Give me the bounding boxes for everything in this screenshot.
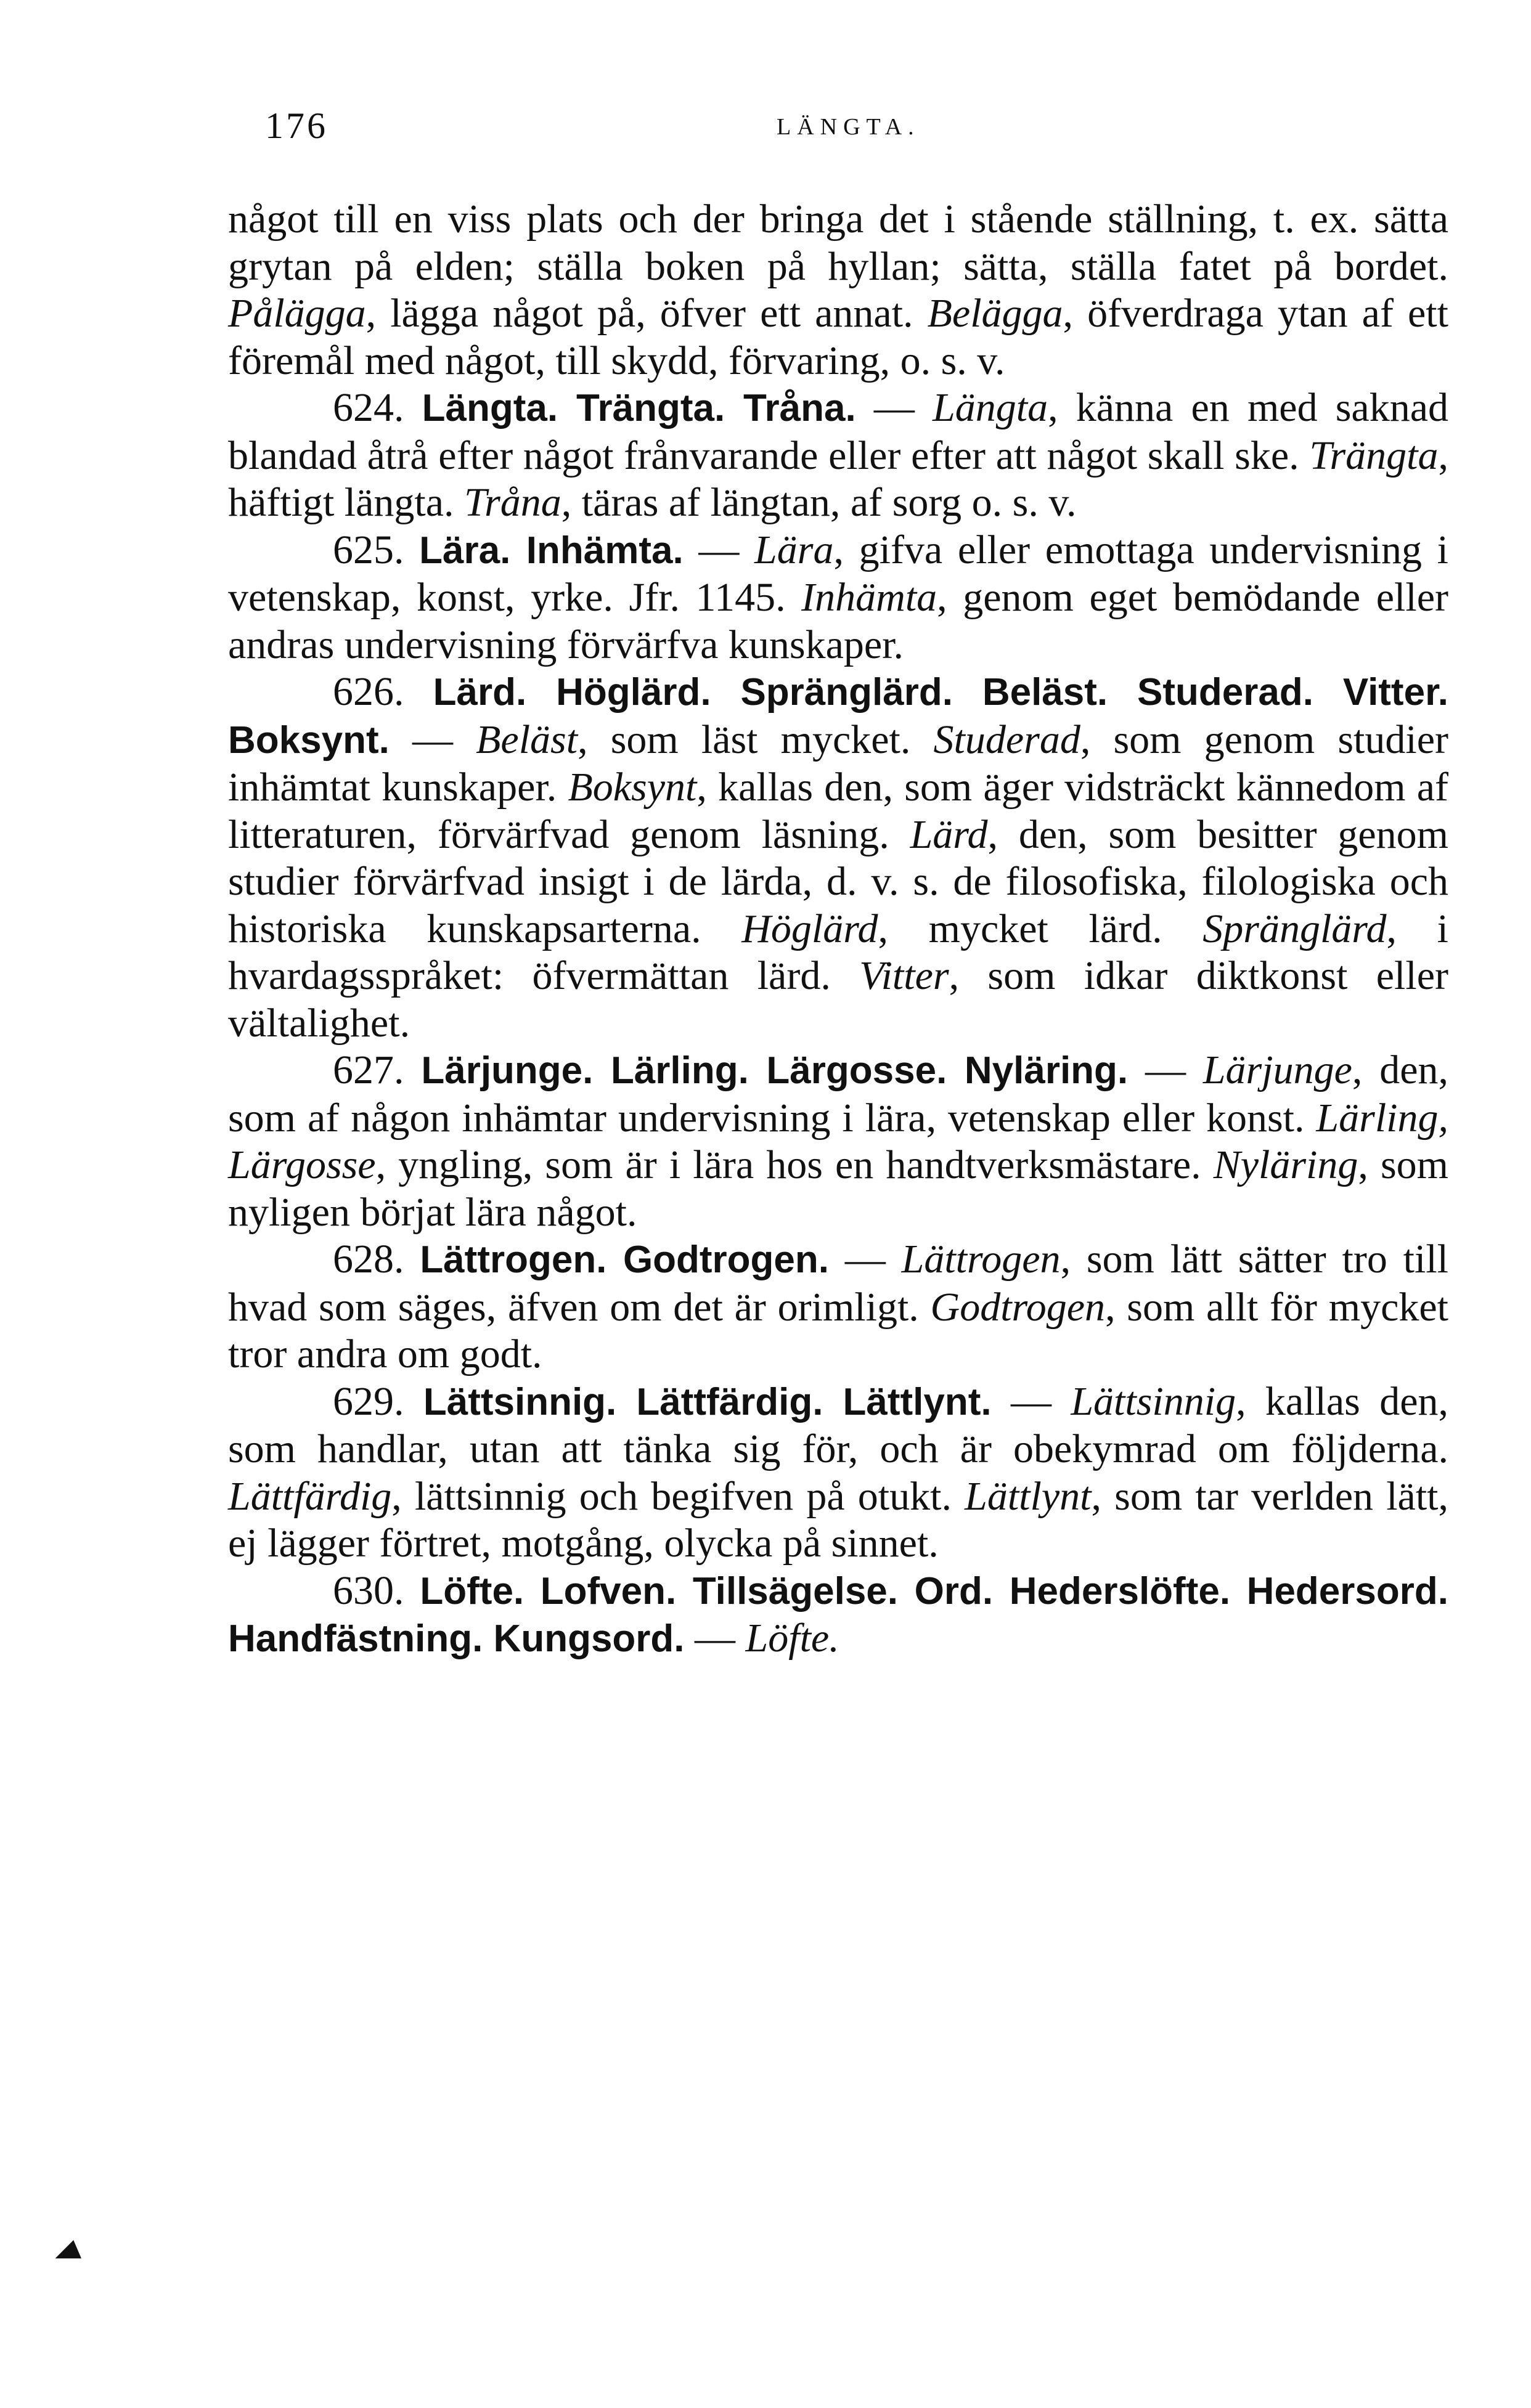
running-head: LÄNGTA. [777,114,920,140]
definition-text: 630. [333,1568,420,1613]
definition-text: , som allt för mycket tror andra om godt. [228,1284,1448,1377]
definition-text: , som lätt sätter tro till hvad som säges, äfven om det är orimligt. [228,1237,1449,1330]
definition-text: — [683,527,755,572]
term-italic: Inhämta [801,575,937,620]
headword-group: Löfte. Lofven. Tillsägelse. Ord. Hederslöfte. Hedersord. Handfästning. Kungsord. [228,1569,1448,1660]
definition-text: — [389,717,476,762]
term-italic: Godtrogen [930,1284,1106,1330]
definition-text: 629. [333,1378,423,1424]
page-number: 176 [265,105,328,146]
definition-text: , den, som besitter genom studier förvärfvad insigt i de lärda, d. v. s. de filosofiska, filologiska och historiska kunskapsarterna. [228,811,1448,951]
dictionary-entry [228,1378,1448,1568]
definition-text: — [829,1237,902,1282]
continuation-paragraph [228,196,1448,384]
term-italic: Nyläring [1213,1142,1358,1187]
dictionary-entry [228,669,1448,1047]
definition-text: 628. [333,1237,420,1282]
term-italic: Lättrogen [901,1237,1061,1282]
definition-text: , lägga något på, öfver ett annat. [365,291,928,336]
headword-group: Lättsinnig. Lättfärdig. Lättlynt. [423,1380,992,1423]
term-italic: Längta [933,385,1048,430]
term-italic: Lättfärdig [228,1473,392,1519]
dictionary-entry [228,527,1448,669]
definition-text: , som nyligen börjat lära något. [228,1142,1448,1235]
term-italic: Tråna [464,480,561,525]
dictionary-entry [228,1236,1448,1378]
definition-text: , kallas den, som handlar, utan att tänka sig för, och är obekymrad om följderna. [228,1378,1449,1471]
term-italic: Lärjunge [1202,1047,1352,1092]
term-italic: Beläst [476,717,578,762]
term-italic: Lärd [910,811,988,857]
definition-text: , som tar verlden lätt, ej lägger förtret, motgång, olycka på sinnet. [228,1473,1449,1566]
dictionary-entry [228,1047,1448,1236]
definition-text: 624. [333,385,422,430]
definition-text: , den, som af någon inhämtar undervisning i lära, vetenskap eller konst. [228,1047,1449,1141]
headword-group: Lättrogen. Godtrogen. [420,1239,830,1281]
dictionary-entry [228,1568,1448,1663]
page-header [228,105,1448,166]
definition-text: , gifva eller emottaga undervisning i vetenskap, konst, yrke. Jfr. 1145. [228,527,1448,620]
definition-text: , häftigt längta. [228,433,1448,525]
term-italic: Belägga [927,291,1063,336]
definition-text: — [1128,1047,1203,1092]
definition-text: , genom eget bemödande eller andras undervisning förvärfva kunskaper. [228,575,1449,667]
term-italic: Boksynt [568,765,697,810]
definition-text: , öfverdraga ytan af ett föremål med något, till skydd, förvaring, o. s. v. [228,291,1448,383]
definition-text: , mycket lärd. [878,906,1203,951]
definition-text: , kallas den, som äger vidsträckt kännedom af litteraturen, förvärfvad genom läsning. [228,765,1448,857]
definition-text: — [684,1616,746,1661]
term-italic: Lärling, Lärgosse [228,1095,1448,1187]
term-italic: Lättsinnig [1071,1378,1236,1424]
term-italic: Studerad [933,717,1080,762]
term-italic: Vitter [859,953,949,998]
definition-text: 627. [333,1047,422,1092]
definition-text: , täras af längtan, af sorg o. s. v. [561,480,1077,525]
dictionary-entry [228,384,1448,527]
term-italic: Lära [754,527,834,572]
term-italic: Trängta [1309,433,1439,478]
headword-group: Längta. Trängta. Tråna. [422,387,856,429]
term-italic: Spränglärd [1202,906,1387,951]
definition-text: 625. [333,527,420,572]
definition-text: , som läst mycket. [578,717,934,762]
term-italic: Höglärd [741,906,878,951]
definition-text: , yngling, som är i lära hos en handtverksmästare. [375,1142,1214,1187]
definition-text: , i hvardagsspråket: öfvermättan lärd. [228,906,1448,998]
headword-group: Lära. Inhämta. [419,529,684,572]
definition-text: , känna en med saknad blandad åtrå efter något frånvarande eller efter att något skall ske. [228,385,1449,478]
body-text [228,196,1448,1663]
headword-group: Lärd. Höglärd. Spränglärd. Beläst. Studerad. Vitter. Boksynt. [228,671,1448,762]
definition-text: 626. [333,669,433,714]
headword-group: Lärjunge. Lärling. Lärgosse. Nyläring. [421,1049,1129,1092]
printer-mark-icon [55,2240,87,2272]
term-italic: Löfte. [745,1616,839,1661]
definition-text: , som genom studier inhämtat kunskaper. [228,717,1448,810]
definition-text: — [855,385,933,430]
term-italic: Lättlynt [965,1473,1092,1519]
definition-text: , lättsinnig och begifven på otukt. [391,1473,965,1519]
term-italic: Pålägga [228,291,366,336]
definition-text: , som idkar diktkonst eller vältalighet. [228,953,1448,1046]
definition-text: något till en viss plats och der bringa det i stående ställning, t. ex. sätta grytan på elden; ställa boken på hyllan; sätta, ställa fatet på bordet. [228,197,1448,289]
definition-text: — [991,1378,1071,1424]
